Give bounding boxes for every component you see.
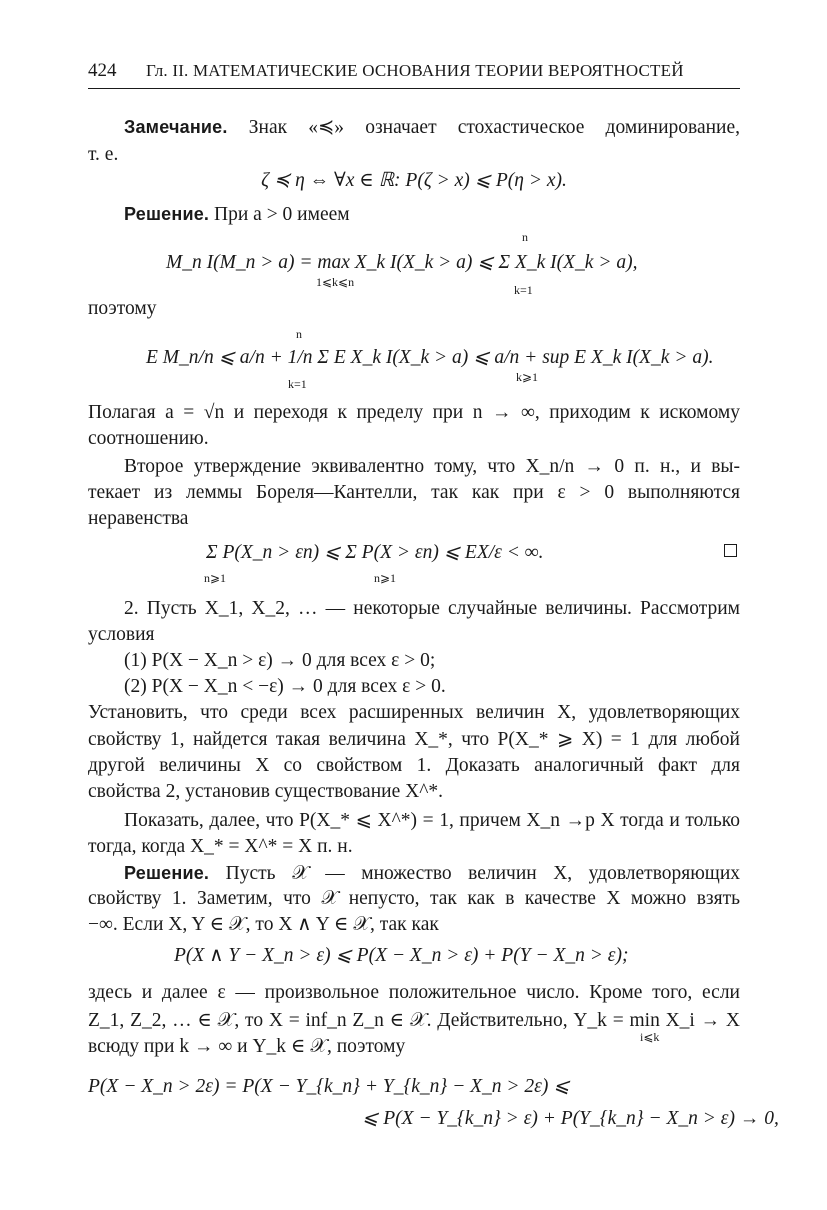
conclusion-line-2: соотношению. [88,428,209,449]
remark-text: Знак «≼» означает стохастическое доминирование, [248,117,741,138]
equation-2-sum-bottom: k=1 [288,377,307,391]
problem-2-text-6: тогда, когда X_* = X^* = X п. н. [88,836,353,857]
problem-2-text-1: Установить, что среди всех расширенных величин X, удовлетворяющих [88,702,740,723]
qed-square-icon [724,544,737,557]
solution-2-equation-1: P(X ∧ Y − X_n > ε) ⩽ P(X − X_n > ε) + P(Y − X_n > ε); [174,945,629,966]
equation-2-sup-limit: k⩾1 [516,370,539,384]
remark-line-2: т. е. [88,144,119,165]
problem-2-line-1: 2. Пусть X_1, X_2, … — некоторые случайные величины. Рассмотрим [124,598,740,619]
remark-formula: ζ ≼ η ⇔ ∀x ∈ ℝ: P(ζ > x) ⩽ P(η > x). [261,170,567,191]
sum-limit-1: n⩾1 [204,571,227,585]
solution-1-intro: Решение. При a > 0 имеем [124,204,350,225]
solution-2-equation-2: P(X − X_n > 2ε) = P(X − Y_{k_n} + Y_{k_n} − X_n > 2ε) ⩽ [88,1076,570,1097]
solution-2-line-2: свойству 1. Заметим, что 𝒳 непусто, так как в качестве X можно взять [88,888,740,909]
sum-limit-2: n⩾1 [374,571,397,585]
page-number: 424 [88,60,117,81]
problem-2-line-2: условия [88,624,155,645]
solution-2-equation-3: ⩽ P(X − Y_{k_n} > ε) + P(Y_{k_n} − X_n > ε) → 0, [362,1108,779,1129]
solution-2-line-6: всюду при k → ∞ и Y_k ∈ 𝒳, поэтому [88,1036,406,1057]
condition-2: (2) P(X − X_n < −ε) → 0 для всех ε > 0. [124,676,446,697]
solution-2-line-5: Z_1, Z_2, … ∈ 𝒳, то X = inf_n Z_n ∈ 𝒳. Действительно, Y_k = min X_i → X [88,1010,740,1031]
second-para-line-2: текает из леммы Бореля—Кантелли, так как при ε > 0 выполняются [88,482,740,503]
equation-2: E M_n/n ⩽ a/n + 1/n Σ E X_k I(X_k > a) ⩽ a/n + sup E X_k I(X_k > a). [146,347,714,368]
solution-2-line-1: Решение. Пусть 𝒳 — множество величин X, удовлетворяющих [124,863,740,884]
problem-2-text-5: Показать, далее, что P(X_* ⩽ X^*) = 1, причем X_n →p X тогда и только [124,810,740,831]
equation-2-sum-top: n [296,327,302,341]
equation-1-sum-top: n [522,230,528,244]
borel-cantelli-inequality: Σ P(X_n > εn) ⩽ Σ P(X > εn) ⩽ EX/ε < ∞. [206,542,544,563]
running-title: Гл. II. МАТЕМАТИЧЕСКИЕ ОСНОВАНИЯ ТЕОРИИ ВЕРОЯТНОСТЕЙ [146,61,684,80]
solution-2-line-4: здесь и далее ε — произвольное положительное число. Кроме того, если [88,982,740,1003]
equation-1-max-limit: 1⩽k⩽n [316,275,355,289]
conclusion-line-1: Полагая a = √n и переходя к пределу при n → ∞, приходим к искомому [88,402,740,423]
second-para-line-3: неравенства [88,508,189,529]
solution-2-line-3: −∞. Если X, Y ∈ 𝒳, то X ∧ Y ∈ 𝒳, так как [88,914,439,935]
remark-line-1 [124,114,740,141]
remark-label: Замечание. [124,117,228,137]
therefore-text: поэтому [88,298,157,319]
min-limit: i⩽k [640,1030,660,1044]
running-header [88,58,740,89]
equation-1-sum-bottom: k=1 [514,283,533,297]
problem-2-text-2: свойству 1, найдется такая величина X_*, что P(X_* ⩾ X) = 1 для любой [88,729,740,750]
problem-2-text-4: свойства 2, установив существование X^*. [88,781,443,802]
equation-1: M_n I(M_n > a) = max X_k I(X_k > a) ⩽ Σ X_k I(X_k > a), [166,252,638,273]
solution-2-label: Решение. [124,863,210,883]
solution-1-label: Решение. [124,204,210,224]
problem-2-text-3: другой величины X со свойством 1. Доказать аналогичный факт для [88,755,740,776]
condition-1: (1) P(X − X_n > ε) → 0 для всех ε > 0; [124,650,436,671]
second-para-line-1: Второе утверждение эквивалентно тому, что X_n/n → 0 п. н., и вы- [124,456,740,477]
